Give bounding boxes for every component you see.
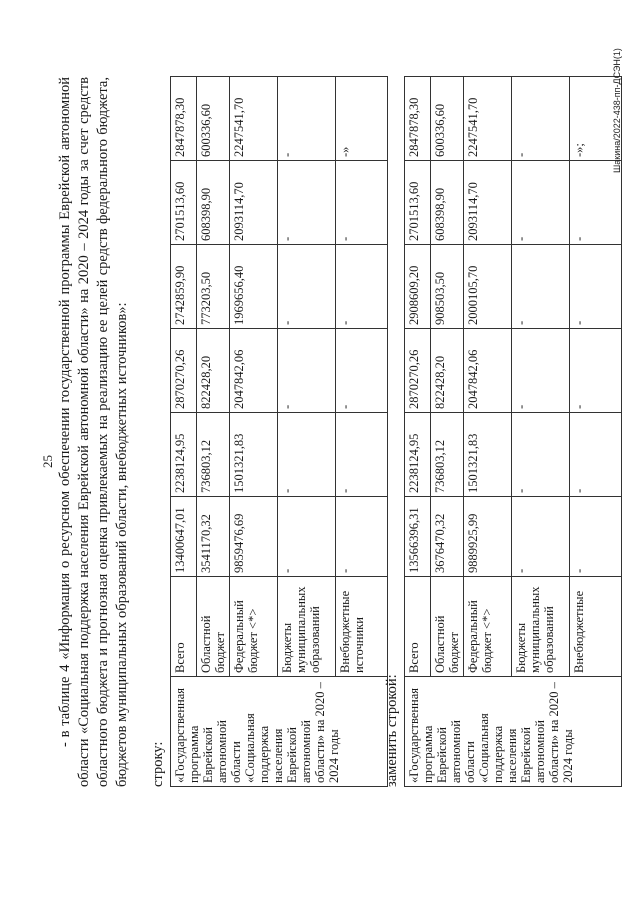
funding-source-cell: Федеральный бюджет <*> [230,577,278,677]
funding-source-cell: Областной бюджет [431,577,464,677]
amount-cell: - [570,497,622,577]
amount-cell: 3541170,32 [197,497,230,577]
program-name-cell: «Государственная программа Еврейской автономной области «Социальная поддержка населения Еврейской автономной области» на 2020 – 2024 годы [405,677,622,787]
amount-cell: 822428,20 [431,329,464,413]
caption-new: заменить строкой: [384,674,400,787]
amount-cell: - [512,497,570,577]
funding-source-cell: Областной бюджет [197,577,230,677]
page-number: 25 [40,455,55,468]
amount-cell: - [278,77,336,161]
funding-source-cell: Всего [405,577,431,677]
funding-source-cell: Федеральный бюджет <*> [464,577,512,677]
amount-cell: 13400647,01 [171,497,197,577]
funding-source-cell: Внебюджетные [570,577,622,677]
amount-cell: - [570,413,622,497]
amount-cell: 2870270,26 [171,329,197,413]
amount-cell: 2701513,60 [405,161,431,245]
program-name-cell: «Государственная программа Еврейской автономной области «Социальная поддержка населения Еврейской автономной области» на 2020 – 2024 годы [171,677,388,787]
amount-cell: 2701513,60 [171,161,197,245]
amount-cell: 9889925,99 [464,497,512,577]
amount-cell: 13566396,31 [405,497,431,577]
amount-cell: 2247541,70 [230,77,278,161]
amount-cell: - [570,245,622,329]
amount-cell: - [278,161,336,245]
amount-cell: - [512,329,570,413]
funding-source-cell: Внебюджетные источники [336,577,388,677]
amount-cell: 736803,12 [197,413,230,497]
amount-cell: - [336,413,388,497]
amount-cell: - [570,329,622,413]
amount-cell: -»; [570,77,622,161]
table-row [405,77,431,787]
table-new [404,76,622,787]
amount-cell: 2247541,70 [464,77,512,161]
amount-cell: 1501321,83 [230,413,278,497]
amount-cell: 822428,20 [197,329,230,413]
intro-text: - в таблице 4 «Информация о ресурсном обеспечении государственной программы Еврейской автономной области «Социальная поддержка населения Еврейской автономной области» на 2020 – 2024 годы за счет средств областного бюджета и прогнозная оценка привлекаемых на реализацию ее целей средств федерального бюджета, бюджетов муниципальных образований области, внебюджетных источников»: [57,77,130,787]
table-row [171,77,197,787]
amount-cell: 2847878,30 [405,77,431,161]
amount-cell: - [336,497,388,577]
amount-cell: 736803,12 [431,413,464,497]
funding-source-cell: Бюджеты муниципальных образований [512,577,570,677]
amount-cell: 608398,90 [197,161,230,245]
funding-source-cell: Бюджеты муниципальных образований [278,577,336,677]
amount-cell: - [512,161,570,245]
amount-cell: 1969656,40 [230,245,278,329]
amount-cell: 2000105,70 [464,245,512,329]
amount-cell: - [278,413,336,497]
amount-cell: 600336,60 [431,77,464,161]
amount-cell: 2047842,06 [230,329,278,413]
amount-cell: 908503,50 [431,245,464,329]
amount-cell: 9859476,69 [230,497,278,577]
amount-cell: 2093114,70 [464,161,512,245]
funding-source-cell: Всего [171,577,197,677]
amount-cell: - [336,161,388,245]
intro-paragraph [56,77,132,787]
amount-cell: 3676470,32 [431,497,464,577]
amount-cell: 1501321,83 [464,413,512,497]
amount-cell: - [278,497,336,577]
amount-cell: 600336,60 [197,77,230,161]
amount-cell: - [336,329,388,413]
footer-code: Шакина/2022-438-пп-ДСЭН(1) [612,48,622,173]
amount-cell: 608398,90 [431,161,464,245]
amount-cell: - [512,413,570,497]
amount-cell: 2742859,90 [171,245,197,329]
amount-cell: 2908609,20 [405,245,431,329]
amount-cell: 2238124,95 [171,413,197,497]
amount-cell: 2238124,95 [405,413,431,497]
amount-cell: - [512,245,570,329]
table-old [170,76,388,787]
amount-cell: - [512,77,570,161]
amount-cell: 2847878,30 [171,77,197,161]
amount-cell: - [278,245,336,329]
amount-cell: 2870270,26 [405,329,431,413]
amount-cell: - [278,329,336,413]
amount-cell: 773203,50 [197,245,230,329]
amount-cell: - [570,161,622,245]
amount-cell: - [336,245,388,329]
caption-old: строку: [150,741,166,787]
amount-cell: 2093114,70 [230,161,278,245]
amount-cell: 2047842,06 [464,329,512,413]
amount-cell: -» [336,77,388,161]
